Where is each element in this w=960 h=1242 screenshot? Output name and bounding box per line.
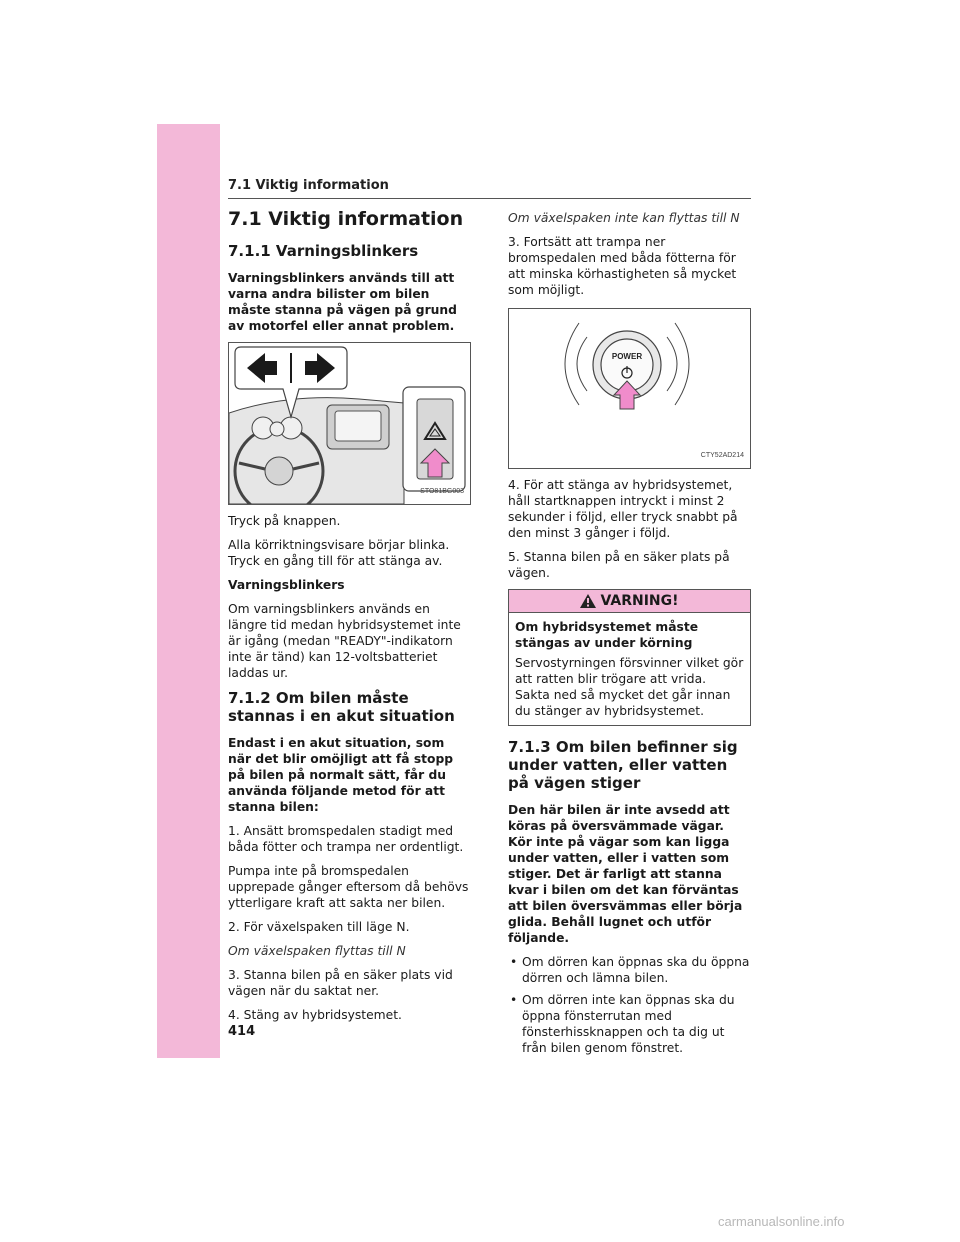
- warning-body: [509, 613, 750, 725]
- step: 3. Fortsätt att trampa ner bromspedalen med båda fötterna för att minska körhastigheten så mycket som möjligt.: [508, 235, 737, 297]
- page-number: 414: [228, 1024, 256, 1039]
- power-button-illustration: [509, 309, 750, 468]
- figure-code: STO81BG003: [420, 488, 464, 495]
- header-rule: [228, 198, 751, 199]
- list-item: • Om dörren kan öppnas ska du öppna dörren och lämna bilen.: [508, 954, 751, 986]
- subsection-title-water: 7.1.3 Om bilen befinner sig under vatten, eller vatten på vägen stiger: [508, 738, 738, 792]
- bullet-list: [508, 954, 751, 1056]
- figure-code: CTY52AD214: [700, 452, 744, 459]
- step: 5. Stanna bilen på en säker plats på vägen.: [508, 550, 730, 580]
- lead-paragraph-water: Den här bilen är inte avsedd att köras på översvämmade vägar. Kör inte på vägar som kan ligga under vatten, eller i vatten som stiger. Det är farligt att stanna kvar i bilen om det kan förväntas att bilen översvämmas eller börja glida. Behåll lugnet och utför följande.: [508, 803, 743, 945]
- step: 1. Ansätt bromspedalen stadigt med båda fötter och trampa ner ordentligt.: [228, 824, 464, 854]
- paragraph: Tryck på knappen.: [228, 514, 341, 528]
- warning-title: VARNING!: [600, 593, 679, 609]
- warning-icon: [580, 594, 596, 608]
- power-button-figure: [508, 308, 751, 469]
- warning-text: Servostyrningen försvinner vilket gör att ratten blir trögare att vrida. Sakta ned så mycket det går innan du stänger av hybridsystemet.: [515, 656, 744, 718]
- step: 2. För växelspaken till läge N.: [228, 920, 410, 934]
- paragraph: Om varningsblinkers används en längre tid medan hybridsystemet inte är igång (medan "READY"-indikatorn inte är tänd) kan 12-voltsbatteriet laddas ur.: [228, 602, 461, 680]
- dashboard-illustration: [229, 343, 470, 504]
- case-heading: Om växelspaken inte kan flyttas till N: [508, 211, 740, 225]
- subsection-title-hazard: 7.1.1 Varningsblinkers: [228, 242, 419, 260]
- step: 3. Stanna bilen på en säker plats vid vägen när du saktat ner.: [228, 968, 453, 998]
- lead-paragraph-emergency: Endast i en akut situation, som när det blir omöjligt att få stopp på bilen på normalt sätt, får du använda följande metod för att stanna bilen:: [228, 736, 454, 814]
- hazard-button-figure: [228, 342, 471, 505]
- subsection-title-emergency: 7.1.2 Om bilen måste stannas i en akut situation: [228, 689, 455, 725]
- watermark: carmanualsonline.info: [718, 1214, 845, 1229]
- section-sidebar: [157, 124, 220, 1058]
- right-column: [508, 210, 751, 1062]
- case-heading: Om växelspaken flyttas till N: [228, 944, 406, 958]
- running-header: 7.1 Viktig information: [228, 178, 389, 193]
- section-title: 7.1 Viktig information: [228, 208, 464, 230]
- step: 4. Stäng av hybridsystemet.: [228, 1008, 402, 1022]
- warning-box: [508, 589, 751, 726]
- left-column: [228, 206, 471, 1031]
- paragraph: Pumpa inte på bromspedalen upprepade gånger eftersom då behövs ytterligare kraft att sakta ner bilen.: [228, 864, 469, 910]
- list-item: • Om dörren inte kan öppnas ska du öppna fönsterrutan med fönsterhissknappen och ta dig ut från bilen genom fönstret.: [508, 992, 751, 1056]
- lead-paragraph-hazard: Varningsblinkers används till att varna andra bilister om bilen måste stanna på vägen på grund av motorfel eller annat problem.: [228, 271, 457, 333]
- warning-header: [509, 590, 750, 613]
- power-label: POWER: [611, 352, 643, 361]
- step: 4. För att stänga av hybridsystemet, håll startknappen intryckt i minst 2 sekunder i följd, eller tryck snabbt på den minst 3 gånger i följd.: [508, 478, 738, 540]
- paragraph: Alla körriktningsvisare börjar blinka. Tryck en gång till för att stänga av.: [228, 538, 450, 568]
- paragraph-heading: Varningsblinkers: [228, 578, 345, 592]
- warning-lead: Om hybridsystemet måste stängas av under körning: [515, 620, 699, 650]
